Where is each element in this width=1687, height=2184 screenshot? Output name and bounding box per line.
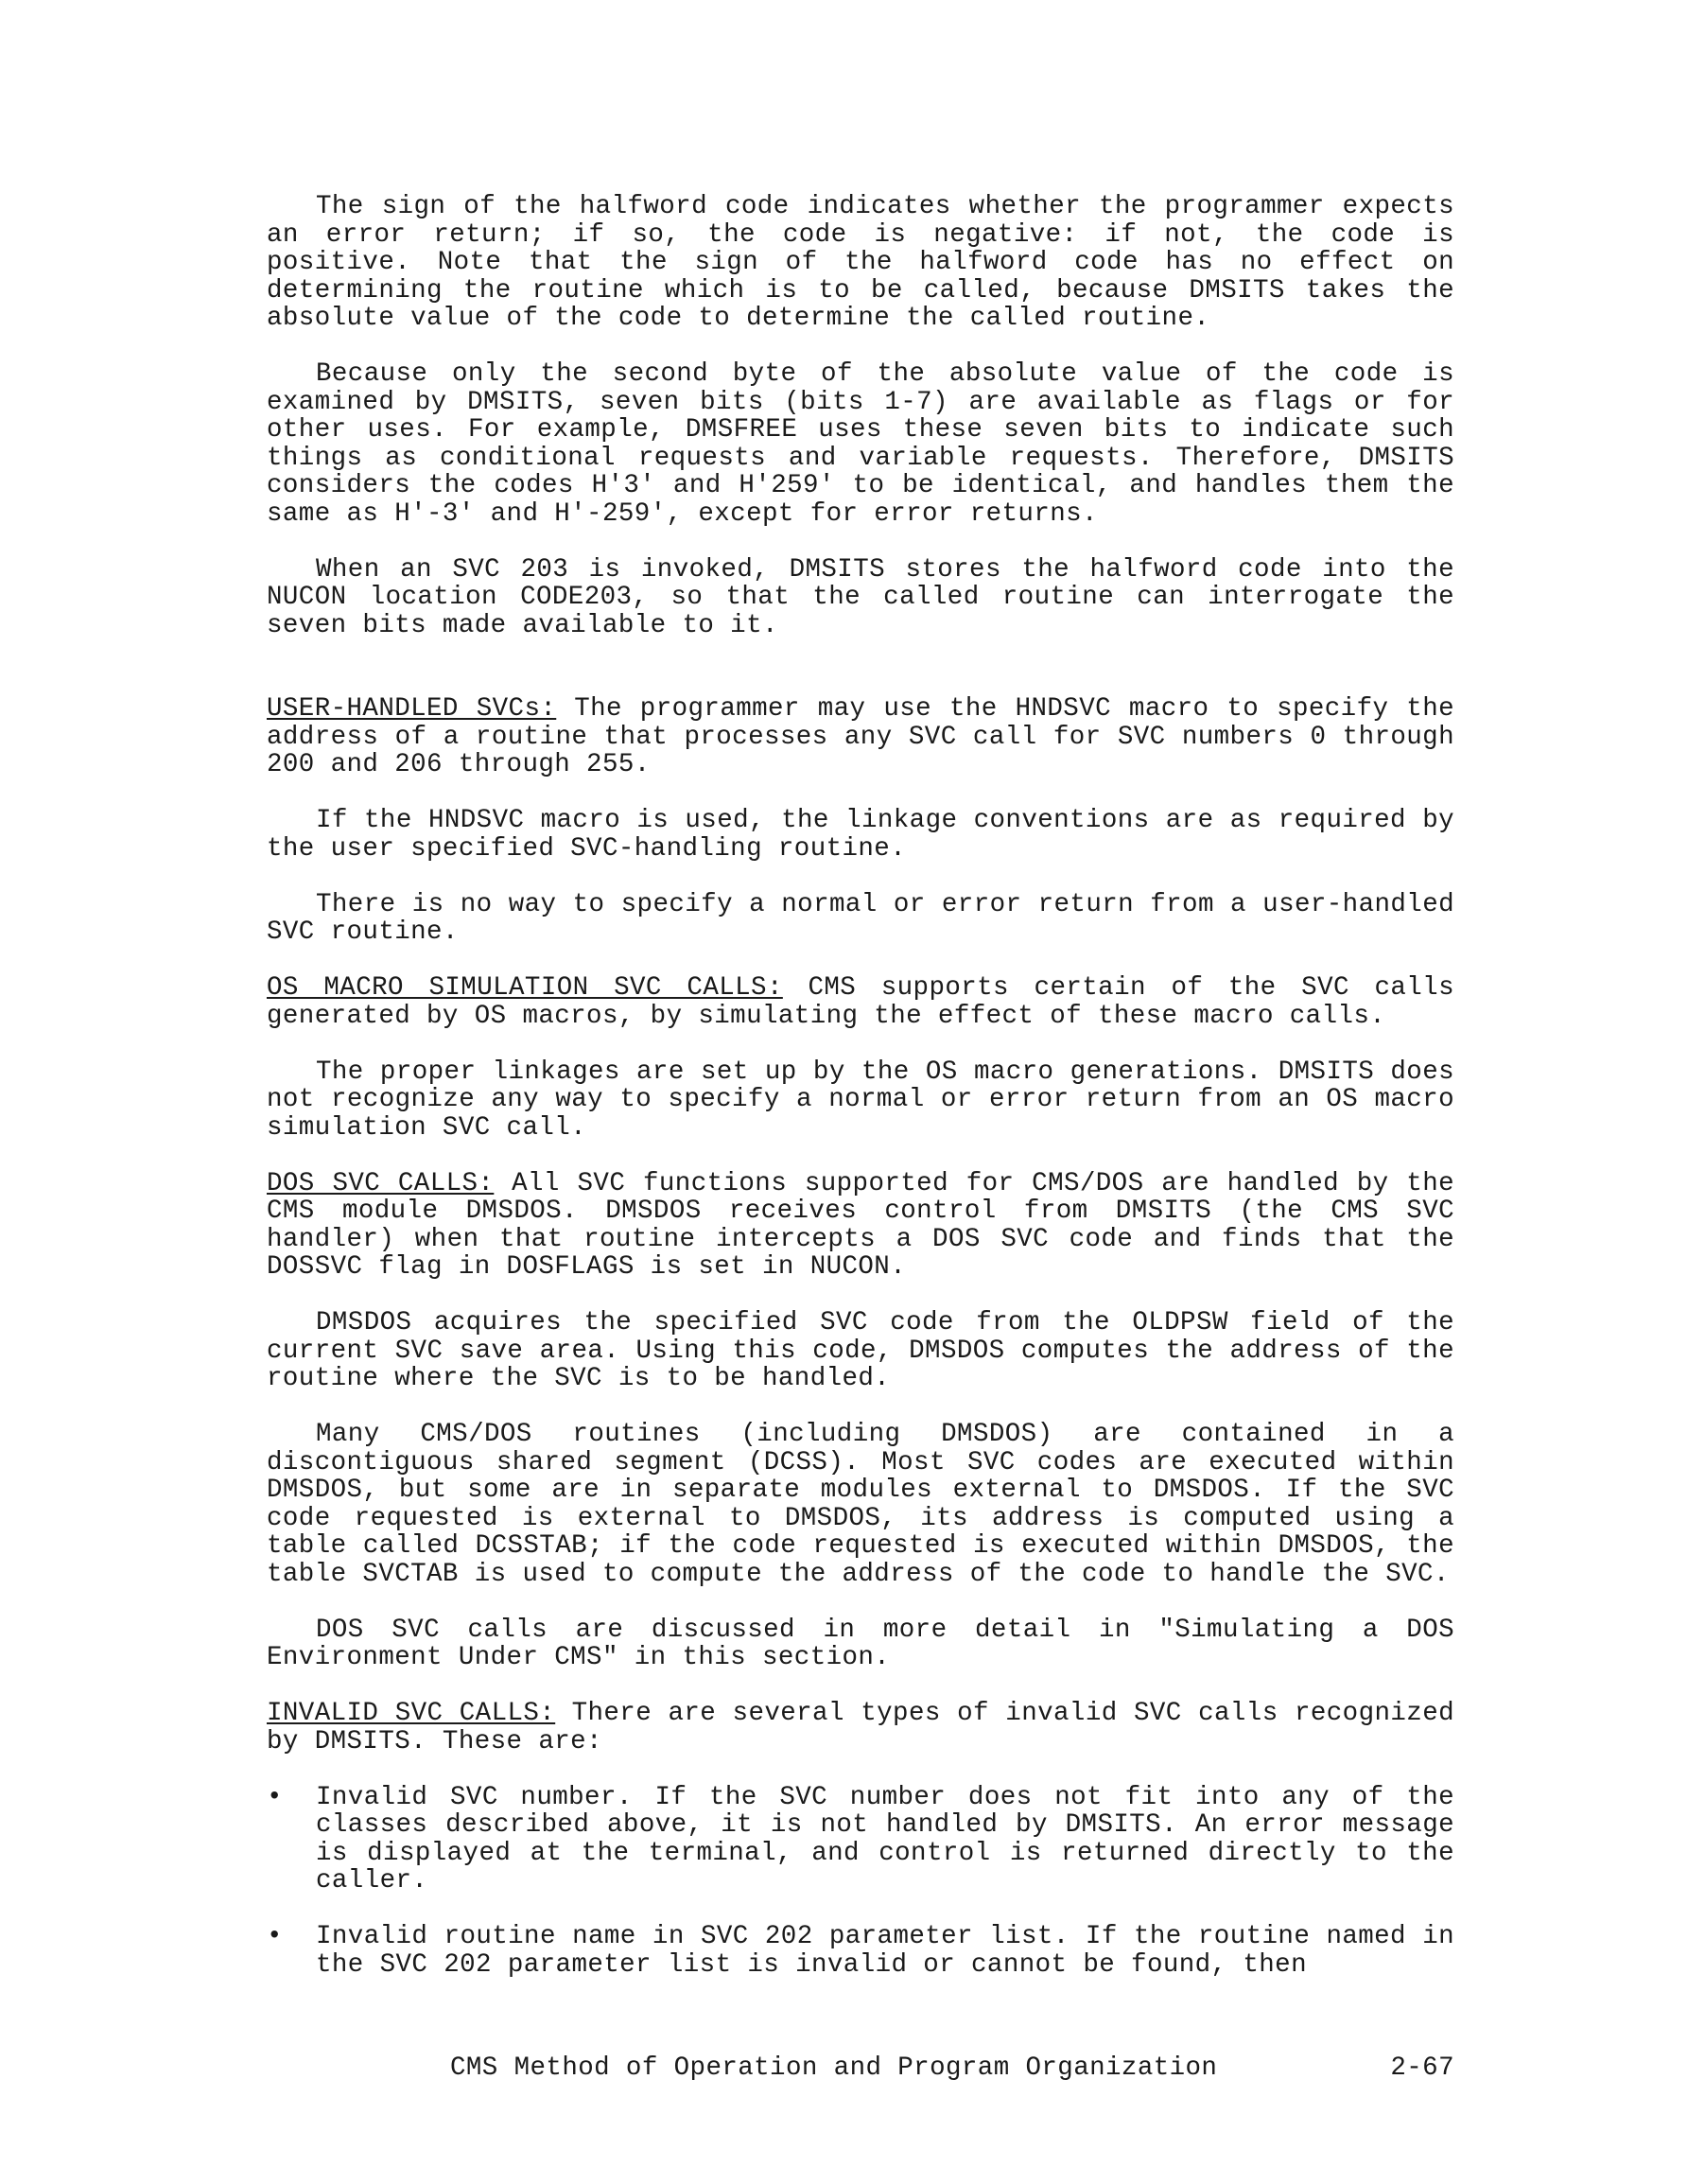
section-user-handled-svcs	[267, 695, 1454, 779]
bullet-icon: •	[267, 1782, 283, 1812]
paragraph-hndsvc-linkage: If the HNDSVC macro is used, the linkage conventions are as required by the user specified SVC-handling routine.	[267, 806, 1454, 864]
paragraph-text: There are several types of invalid SVC calls recognized by DMSITS. These are:	[267, 1699, 1454, 1756]
section-invalid-svc-calls	[267, 1700, 1454, 1756]
section-heading: OS MACRO SIMULATION SVC CALLS:	[267, 973, 783, 1003]
paragraph-text: All SVC functions supported for CMS/DOS are handled by the CMS module DMSDOS. DMSDOS receives control from DMSITS (the CMS SVC handler) when that routine intercepts a DOS SVC code and finds that the DOSSVC flag in DOSFLAGS is set in NUCON.	[267, 1168, 1455, 1282]
paragraph-second-byte: Because only the second byte of the absolute value of the code is examined by DMSITS, seven bits (bits 1-7) are available as flags or for other uses. For example, DMSFREE uses these seven bits to indicate such things as conditional requests and variable requests. Therefore, DMSITS considers the codes H'3' and H'259' to be identical, and handles them the same as H'-3' and H'-259', except for error returns.	[267, 359, 1454, 529]
list-item	[267, 1923, 1454, 1979]
page-footer	[450, 2054, 1454, 2083]
list-item	[267, 1784, 1454, 1896]
paragraph-dos-detail: DOS SVC calls are discussed in more detail in "Simulating a DOS Environment Under CMS" in this section.	[267, 1615, 1454, 1672]
invalid-svc-list	[267, 1784, 1454, 1980]
list-item-text: Invalid SVC number. If the SVC number does not fit into any of the classes described above, it is not handled by DMSITS. An error message is displayed at the terminal, and control is returned directly to the caller.	[316, 1782, 1454, 1896]
footer-title: CMS Method of Operation and Program Organization	[450, 2053, 1218, 2083]
paragraph-no-return: There is no way to specify a normal or error return from a user-handled SVC routine.	[267, 889, 1454, 947]
paragraph-text: CMS supports certain of the SVC calls generated by OS macros, by simulating the effect of these macro calls.	[267, 973, 1454, 1031]
section-heading: USER-HANDLED SVCs:	[267, 694, 557, 724]
paragraph-svc-203: When an SVC 203 is invoked, DMSITS stores the halfword code into the NUCON location CODE203, so that the called routine can interrogate the seven bits made available to it.	[267, 554, 1454, 640]
list-item-text: Invalid routine name in SVC 202 parameter list. If the routine named in the SVC 202 parameter list is invalid or cannot be found, then	[316, 1922, 1454, 1980]
section-heading: INVALID SVC CALLS:	[267, 1699, 556, 1728]
paragraph-dcss: Many CMS/DOS routines (including DMSDOS) are contained in a discontiguous shared segment (DCSS). Most SVC codes are executed within DMSDOS, but some are in separate modules external to DMSDOS. If the SVC code requested is external to DMSDOS, its address is computed using a table called DCSSTAB; if the code requested is executed within DMSDOS, the table SVCTAB is used to compute the address of the code to handle the SVC.	[267, 1420, 1454, 1589]
page-number: 2-67	[1390, 2053, 1454, 2083]
section-heading: DOS SVC CALLS:	[267, 1168, 495, 1198]
paragraph-text: The programmer may use the HNDSVC macro to specify the address of a routine that processes any SVC call for SVC numbers 0 through 200 and 206 through 255.	[267, 694, 1455, 779]
section-dos-svc-calls	[267, 1170, 1454, 1282]
paragraph-os-linkages: The proper linkages are set up by the OS macro generations. DMSITS does not recognize any way to specify a normal or error return from an OS macro simulation SVC call.	[267, 1057, 1454, 1143]
paragraph-dmsdos-acquires: DMSDOS acquires the specified SVC code from the OLDPSW field of the current SVC save area. Using this code, DMSDOS computes the address of the routine where the SVC is to be handled.	[267, 1308, 1454, 1393]
document-page	[267, 193, 1454, 2007]
bullet-icon: •	[267, 1922, 283, 1951]
paragraph-sign-halfword: The sign of the halfword code indicates whether the programmer expects an error return; if so, the code is negative: if not, the code is positive. Note that the sign of the halfword code has no effect on determining the routine which is to be called, because DMSITS takes the absolute value of the code to determine the called routine.	[267, 192, 1454, 333]
section-os-macro-simulation	[267, 974, 1454, 1030]
